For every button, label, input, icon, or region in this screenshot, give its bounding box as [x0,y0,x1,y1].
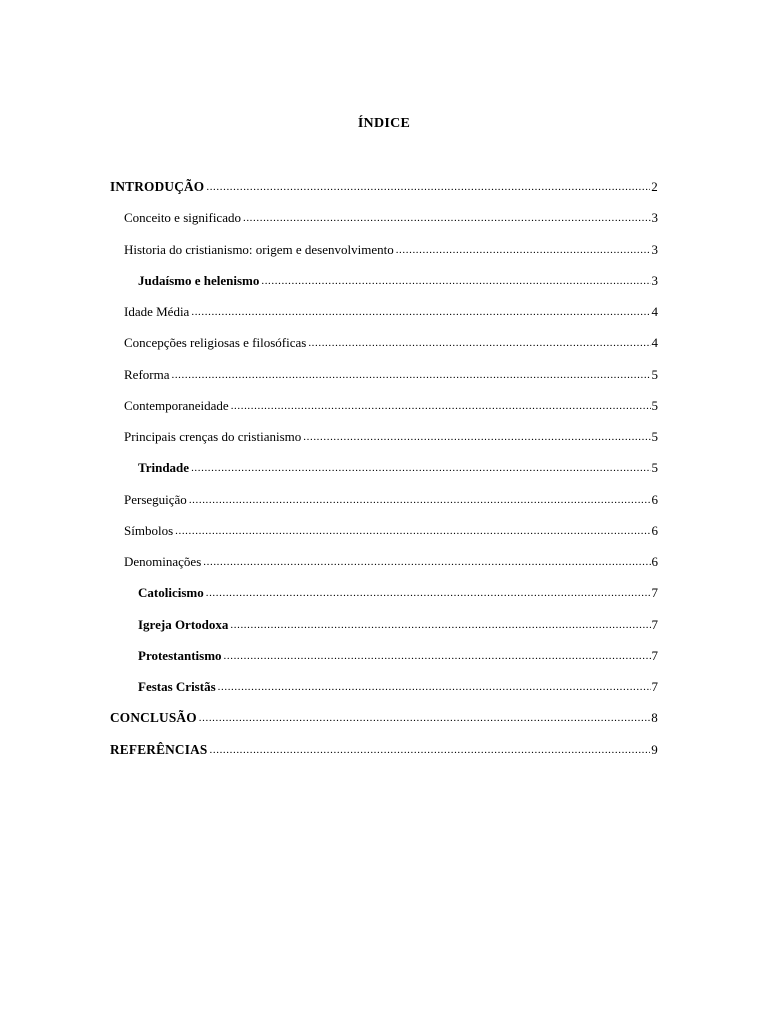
toc-entry-label: Festas Cristãs [138,679,216,694]
toc-page-number: 4 [651,335,658,351]
toc-dot-leader [224,647,651,665]
toc-entry[interactable] [110,616,658,647]
toc-entry[interactable] [110,241,658,272]
toc-dot-leader [175,522,650,540]
toc-page-number: 2 [651,179,658,194]
toc-entry-label: Contemporaneidade [124,397,229,413]
toc-entry-label: REFERÊNCIAS [110,741,208,757]
toc-entry-label: Catolicismo [138,585,204,601]
page-title: ÍNDICE [357,116,411,131]
toc-entry[interactable] [110,334,658,365]
toc-page-number: 7 [651,585,658,601]
toc-entry-label: Historia do cristianismo: origem e desenvolvimento [124,241,394,257]
toc-entry-label: Igreja Ortodoxa [138,616,229,632]
toc-entry[interactable] [110,178,658,209]
toc-entry-label: Concepções religiosas e filosóficas [124,335,307,351]
toc-dot-leader [206,584,651,602]
toc-dot-leader [203,553,650,571]
toc-page-number: 7 [651,679,658,694]
toc-entry-label: INTRODUÇÃO [110,179,205,194]
toc-page-number: 5 [651,429,658,444]
toc-dot-leader [191,303,650,321]
toc-page-number: 3 [651,210,658,226]
toc-entry[interactable] [110,709,658,740]
toc-dot-leader [231,397,651,415]
toc-dot-leader [206,178,650,196]
toc-dot-leader [308,334,650,352]
toc-entry-label: Conceito e significado [124,210,241,226]
toc-entry[interactable] [110,678,658,709]
toc-page-number: 6 [651,554,658,569]
toc-entry-label: Protestantismo [138,647,222,663]
toc-page-number: 6 [651,491,658,507]
toc-dot-leader [303,428,650,446]
toc-dot-leader [218,678,651,696]
toc-entry[interactable] [110,647,658,678]
toc-dot-leader [243,209,651,227]
toc-entry[interactable] [110,522,658,553]
toc-dot-leader [396,241,651,259]
toc-entry[interactable] [110,272,658,303]
toc-entry-label: Perseguição [124,491,187,507]
toc-entry[interactable] [110,428,658,459]
toc-page-number: 7 [651,647,658,663]
toc-entry[interactable] [110,459,658,490]
toc-page-number: 6 [651,522,658,538]
toc-entry[interactable] [110,366,658,397]
toc-entry-label: Idade Média [124,304,190,319]
toc-page-number: 7 [651,616,658,632]
toc-entry-label: Reforma [124,366,170,382]
toc-entry-label: Denominações [124,554,202,569]
toc-page-number: 8 [651,710,658,726]
toc-page-number: 9 [651,741,658,757]
toc-dot-leader [199,709,651,727]
toc-entry-label: Trindade [138,460,190,476]
toc-entry[interactable] [110,553,658,584]
toc-dot-leader [191,459,650,477]
toc-entry[interactable] [110,741,658,772]
toc-page-number: 3 [651,272,658,288]
toc-page-number: 3 [651,241,658,257]
toc-dot-leader [189,491,651,509]
toc-page-number: 5 [651,397,658,413]
toc-entry[interactable] [110,397,658,428]
toc-entry-label: Principais crenças do cristianismo [124,429,302,444]
toc-page-number: 5 [651,366,658,382]
toc-entry-label: Judaísmo e helenismo [138,272,260,288]
toc-dot-leader [171,366,650,384]
table-of-contents [110,178,658,772]
toc-entry[interactable] [110,491,658,522]
toc-dot-leader [261,272,650,290]
toc-entry[interactable] [110,584,658,615]
toc-dot-leader [230,616,650,634]
toc-entry[interactable] [110,209,658,240]
toc-page-number: 5 [651,460,658,476]
toc-page-number: 4 [651,304,658,319]
toc-dot-leader [210,741,651,759]
toc-entry[interactable] [110,303,658,334]
toc-entry-label: Símbolos [124,522,174,538]
toc-entry-label: CONCLUSÃO [110,710,197,726]
